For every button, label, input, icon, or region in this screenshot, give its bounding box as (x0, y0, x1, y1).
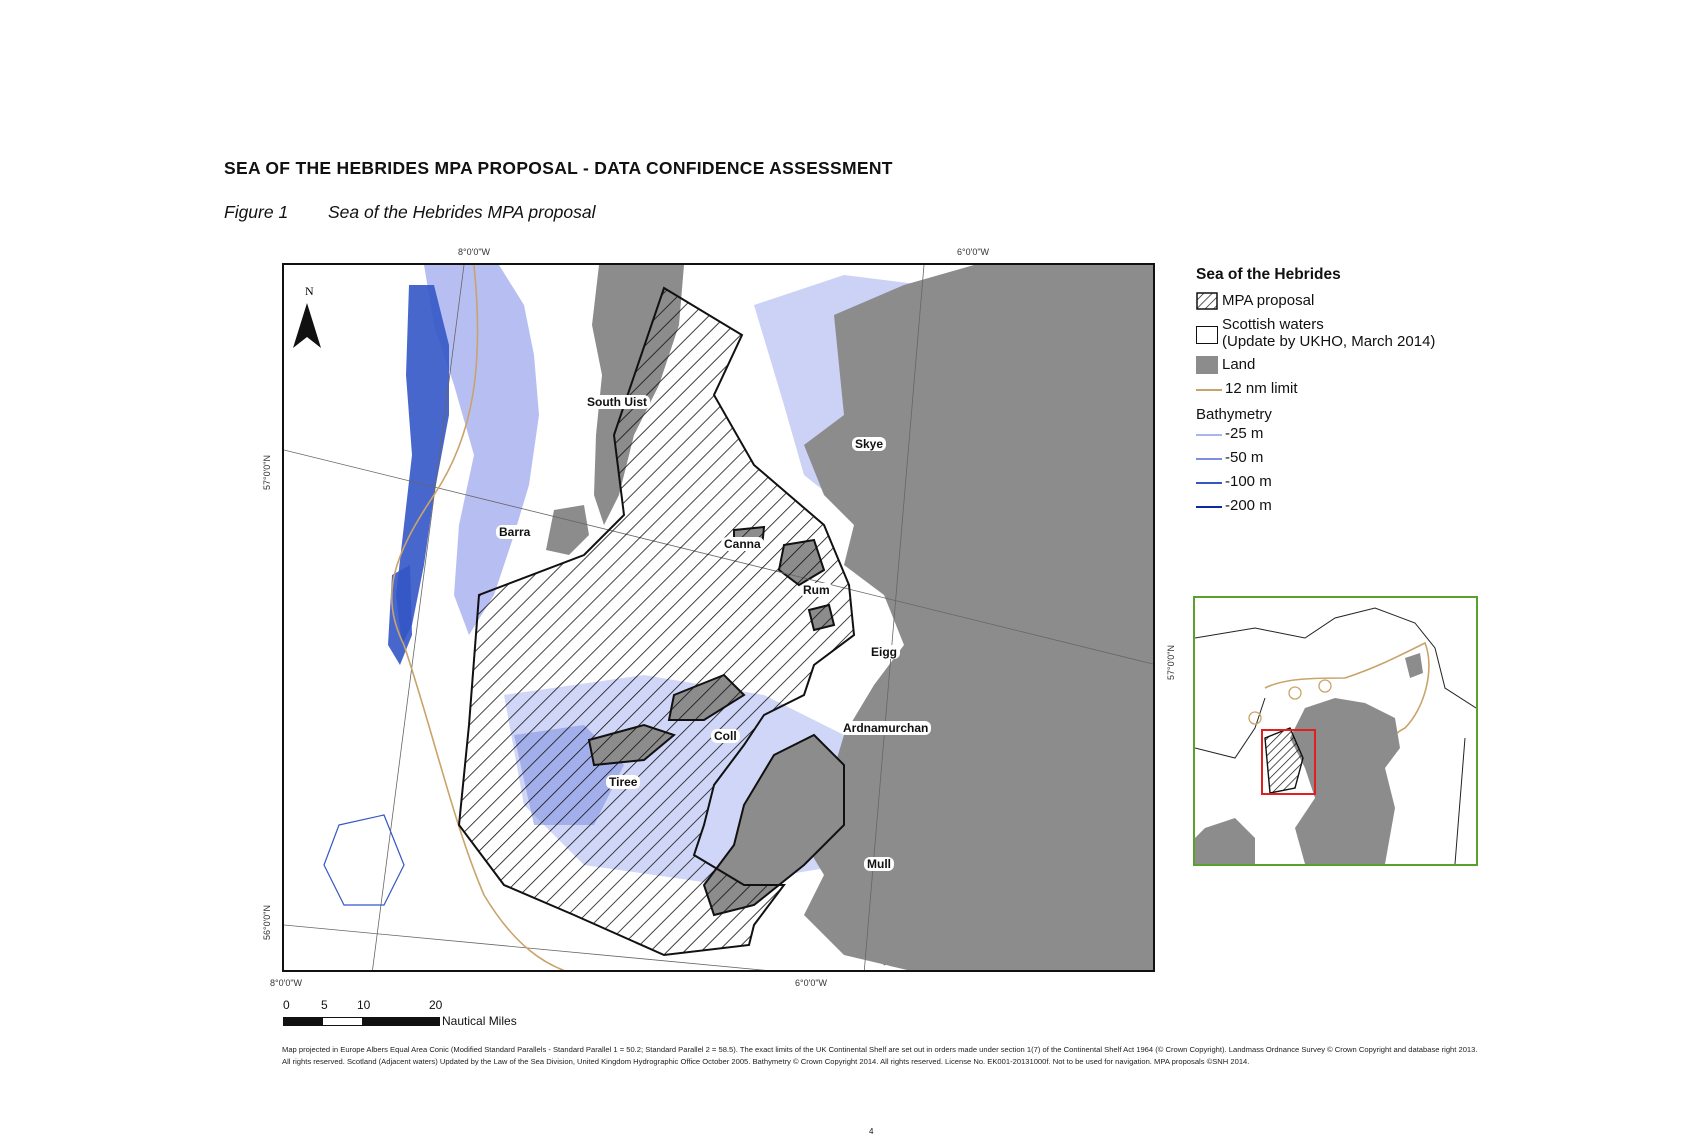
place-label-ardnamurchan: Ardnamurchan (840, 721, 931, 735)
place-label-skye: Skye (852, 437, 886, 451)
legend-title: Sea of the Hebrides (1196, 266, 1341, 283)
inset-locator-map[interactable] (1193, 596, 1478, 866)
scale-tick-10: 10 (357, 998, 371, 1012)
legend-label-12nm: 12 nm limit (1225, 380, 1298, 397)
legend-bathy-50 (1196, 449, 1496, 473)
graticule-left-57n: 57°0'0"N (262, 455, 272, 491)
map-legend (1196, 266, 1496, 521)
bathy-100-line-icon (1196, 482, 1222, 484)
page-heading: SEA OF THE HEBRIDES MPA PROPOSAL - DATA CONFIDENCE ASSESSMENT (224, 158, 893, 178)
scottish-waters-swatch-icon (1196, 326, 1218, 344)
scale-bar (283, 998, 517, 1028)
legend-label-mpa: MPA proposal (1222, 292, 1315, 309)
legend-item-12nm (1196, 380, 1496, 404)
legend-label-land: Land (1222, 356, 1256, 373)
bathy-200-line-icon (1196, 506, 1222, 508)
legend-bathymetry-title: Bathymetry (1196, 406, 1272, 423)
scale-unit: Nautical Miles (442, 1014, 517, 1028)
graticule-bottom-8w: 8°0'0"W (270, 978, 303, 988)
figure-label: Figure 1 (224, 202, 289, 222)
graticule-bottom-6w: 6°0'0"W (795, 978, 828, 988)
scale-tick-20: 20 (429, 998, 443, 1012)
north-arrow (293, 284, 321, 348)
bathy-50-line-icon (1196, 458, 1222, 460)
page-number: 4 (869, 1127, 874, 1136)
legend-sublabel-scottish-waters: (Update by UKHO, March 2014) (1222, 333, 1436, 350)
graticule-left-56n: 56°0'0"N (262, 905, 272, 941)
legend-label-bathy-100: -100 m (1225, 473, 1272, 490)
bathy-25-line-icon (1196, 434, 1222, 436)
map-footnote: Map projected in Europe Albers Equal Area Conic (Modified Standard Parallels - Standard Parallel 1 = 50.2; Standard Parallel 2 = 58.5). The exact limits of the UK Continental Shelf are set out in orders made under section 1(7) of the Continental Shelf Act 1964 (© Crown Copyright). Landmass Ordnance Survey © Crown Copyright and database right 2013. All rights reserved. Scotland (Adjacent waters) Updated by the Law of the Sea Division, United Kingdom Hydrographic Office October 2005. Bathymetry © Crown Copyright 2014. All rights reserved. License No. EK001-20131000f. Not to be used for navigation. MPA proposals ©SNH 2014. (282, 1045, 1478, 1066)
legend-item-land (1196, 356, 1496, 380)
legend-label-bathy-50: -50 m (1225, 449, 1264, 466)
place-label-tiree: Tiree (606, 775, 640, 789)
legend-label-bathy-200: -200 m (1225, 497, 1272, 514)
graticule-top-8w: 8°0'0"W (458, 247, 491, 257)
inset-canvas (1195, 598, 1476, 864)
map-canvas (284, 265, 1155, 972)
legend-item-mpa (1196, 292, 1496, 316)
place-label-barra: Barra (496, 525, 533, 539)
graticule-right-57n: 57°0'0"N (1166, 645, 1176, 681)
legend-bathy-200 (1196, 497, 1496, 521)
figure-title: Sea of the Hebrides MPA proposal (328, 202, 596, 222)
graticule-top-6w: 6°0'0"W (957, 247, 990, 257)
place-label-south-uist: South Uist (584, 395, 650, 409)
legend-bathy-100 (1196, 473, 1496, 497)
legend-label-bathy-25: -25 m (1225, 425, 1264, 442)
legend-label-scottish-waters: Scottish waters (1222, 316, 1324, 333)
place-label-mull: Mull (864, 857, 894, 871)
twelve-nm-line-icon (1196, 389, 1222, 391)
legend-bathy-25 (1196, 425, 1496, 449)
place-label-eigg: Eigg (868, 645, 900, 659)
place-label-coll: Coll (711, 729, 740, 743)
place-label-canna: Canna (721, 537, 764, 551)
scale-tick-0: 0 (283, 998, 290, 1012)
scale-bar-graphic (283, 1017, 440, 1026)
land-swatch-icon (1196, 356, 1218, 374)
legend-item-scottish-waters (1196, 316, 1496, 356)
map-frame[interactable] (282, 263, 1155, 972)
north-label: N (305, 284, 314, 298)
place-label-rum: Rum (800, 583, 833, 597)
mpa-swatch-icon (1196, 292, 1218, 310)
scale-tick-5: 5 (321, 998, 328, 1012)
